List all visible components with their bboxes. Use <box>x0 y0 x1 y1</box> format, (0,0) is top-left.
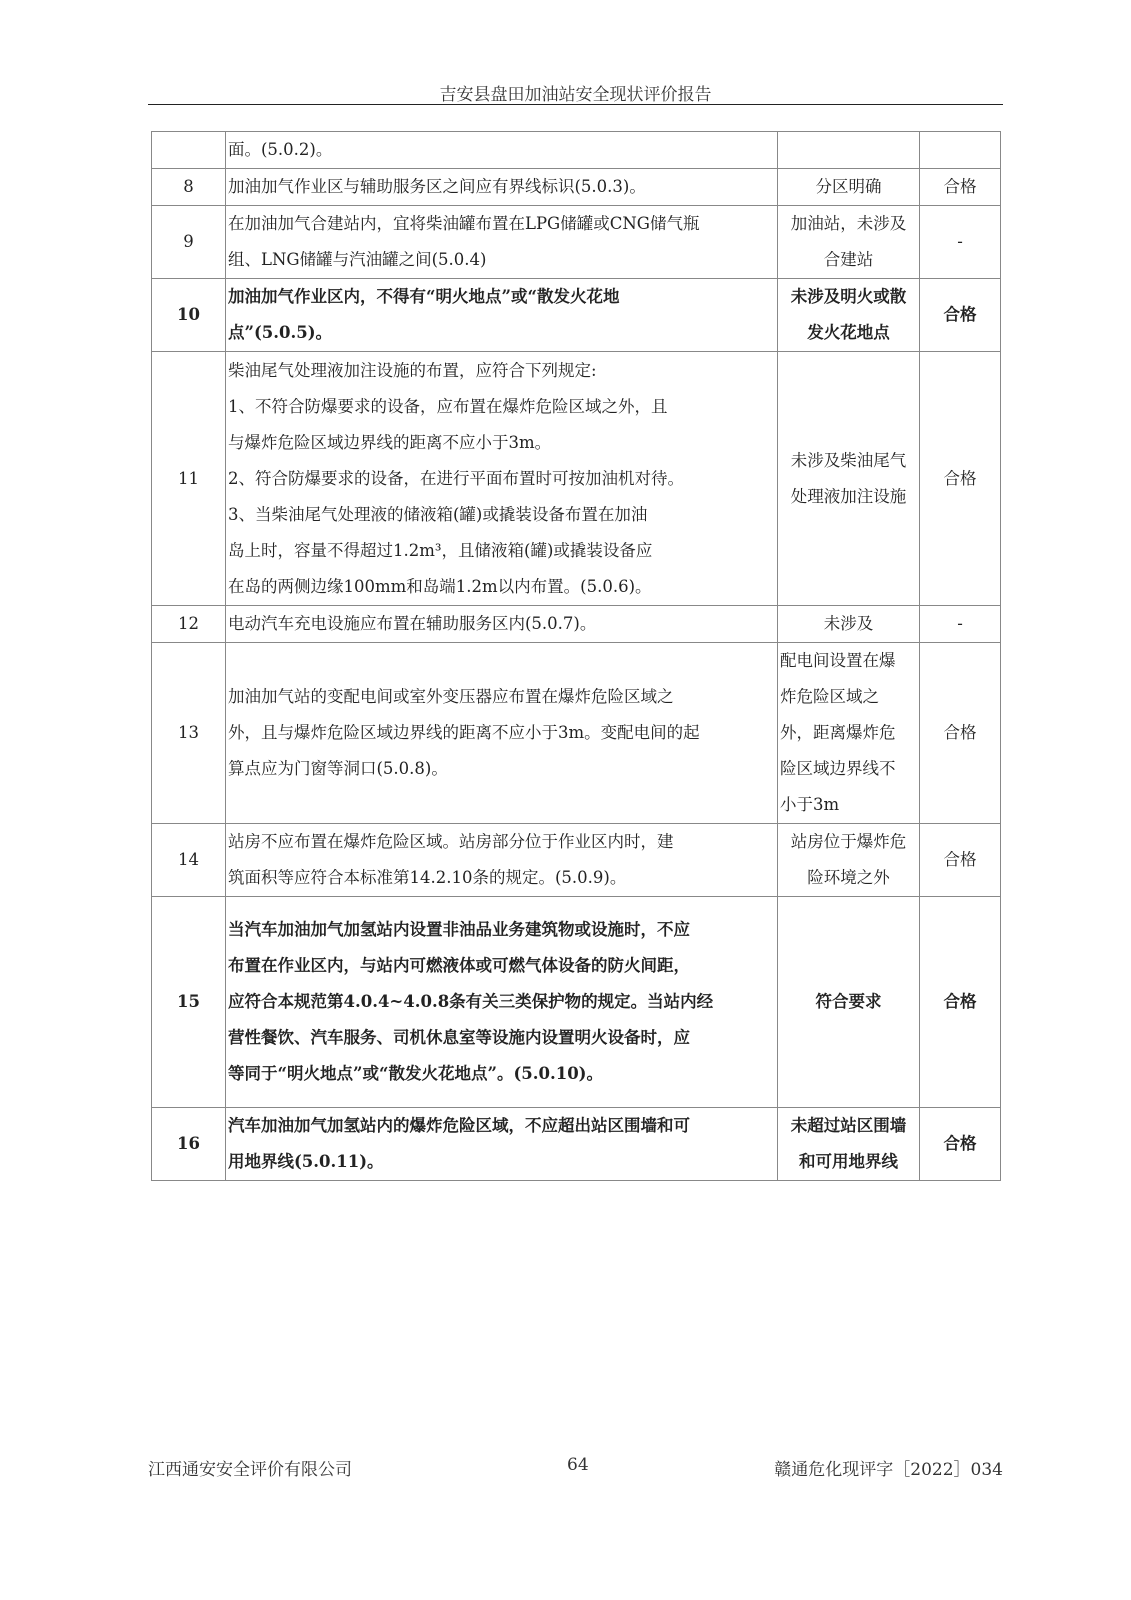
requirement-cell <box>226 643 778 824</box>
requirement-line: 站房不应布置在爆炸危险区域。站房部分位于作业区内时，建 <box>228 832 674 851</box>
item-number-cell: 12 <box>152 606 226 643</box>
requirement-cell <box>226 897 778 1108</box>
status-cell <box>778 824 920 897</box>
item-number-cell: 15 <box>152 897 226 1108</box>
requirement-line: 柴油尾气处理液加注设施的布置，应符合下列规定: <box>228 360 597 380</box>
requirement-line: 算点应为门窗等洞口(5.0.8)。 <box>228 759 448 778</box>
requirement-cell <box>226 206 778 279</box>
status-cell <box>778 897 920 1108</box>
result-cell: 合格 <box>920 824 1001 897</box>
status-line: 发火花地点 <box>807 323 890 342</box>
table-row <box>152 606 1001 643</box>
status-cell <box>778 1108 920 1181</box>
result-cell: 合格 <box>920 279 1001 352</box>
item-number-cell: 8 <box>152 169 226 206</box>
requirement-line: 电动汽车充电设施应布置在辅助服务区内(5.0.7)。 <box>228 614 597 633</box>
table-row <box>152 169 1001 206</box>
status-cell <box>778 206 920 279</box>
item-number-cell: 11 <box>152 352 226 606</box>
item-number-cell: 14 <box>152 824 226 897</box>
status-line: 合建站 <box>823 250 874 269</box>
status-line: 外，距离爆炸危 <box>780 723 896 742</box>
requirement-line: 汽车加油加气加氢站内的爆炸危险区域，不应超出站区围墙和可 <box>228 1116 690 1135</box>
result-cell: 合格 <box>920 169 1001 206</box>
result-cell: 合格 <box>920 352 1001 606</box>
table-row <box>152 643 1001 824</box>
status-line: 分区明确 <box>815 177 882 196</box>
result-cell: 合格 <box>920 643 1001 824</box>
status-cell <box>778 279 920 352</box>
table-row <box>152 132 1001 169</box>
status-line: 未涉及 <box>823 614 874 633</box>
status-cell <box>778 352 920 606</box>
requirement-line: 加油加气作业区内，不得有“明火地点”或“散发火花地 <box>228 287 620 306</box>
table-row <box>152 824 1001 897</box>
requirement-line: 组、LNG储罐与汽油罐之间(5.0.4) <box>228 250 487 269</box>
requirement-cell <box>226 606 778 643</box>
requirement-line: 2、符合防爆要求的设备，在进行平面布置时可按加油机对待。 <box>228 468 684 488</box>
requirement-line: 面。(5.0.2)。 <box>228 140 333 159</box>
requirement-cell <box>226 824 778 897</box>
status-line: 和可用地界线 <box>799 1152 898 1171</box>
table-row <box>152 352 1001 606</box>
footer-document-number: 赣通危化现评字［2022］034 <box>774 1460 1003 1480</box>
item-number-cell: 16 <box>152 1108 226 1181</box>
table-row <box>152 279 1001 352</box>
requirement-line: 用地界线(5.0.11)。 <box>228 1152 384 1171</box>
requirement-cell <box>226 169 778 206</box>
status-line: 未涉及柴油尾气 <box>790 450 907 470</box>
footer-company: 江西通安安全评价有限公司 <box>148 1460 352 1480</box>
requirement-line: 在加油加气合建站内，宜将柴油罐布置在LPG储罐或CNG储气瓶 <box>228 214 700 233</box>
status-line: 险环境之外 <box>807 868 890 887</box>
table-row <box>152 206 1001 279</box>
status-line: 炸危险区域之 <box>780 687 879 706</box>
requirement-line: 应符合本规范第4.0.4~4.0.8条有关三类保护物的规定。当站内经 <box>228 992 714 1011</box>
requirement-line: 筑面积等应符合本标准第14.2.10条的规定。(5.0.9)。 <box>228 868 627 887</box>
result-cell: 合格 <box>920 897 1001 1108</box>
item-number-cell: 9 <box>152 206 226 279</box>
item-number-cell: 10 <box>152 279 226 352</box>
requirement-line: 岛上时，容量不得超过1.2m³，且储液箱(罐)或撬装设备应 <box>228 540 653 560</box>
status-line: 配电间设置在爆 <box>780 651 896 670</box>
requirement-line: 点”(5.0.5)。 <box>228 323 333 342</box>
requirement-line: 在岛的两侧边缘100mm和岛端1.2m以内布置。(5.0.6)。 <box>228 576 652 596</box>
result-cell: 合格 <box>920 1108 1001 1181</box>
requirement-line: 与爆炸危险区域边界线的距离不应小于3m。 <box>228 432 552 452</box>
requirement-cell <box>226 279 778 352</box>
requirement-cell <box>226 132 778 169</box>
item-number-cell: 13 <box>152 643 226 824</box>
status-line: 险区域边界线不 <box>780 759 896 778</box>
requirement-line: 1、不符合防爆要求的设备，应布置在爆炸危险区域之外，且 <box>228 396 668 416</box>
requirement-line: 3、当柴油尾气处理液的储液箱(罐)或撬装设备布置在加油 <box>228 504 648 524</box>
requirement-line: 营性餐饮、汽车服务、司机休息室等设施内设置明火设备时，应 <box>228 1028 690 1047</box>
status-line: 符合要求 <box>815 992 882 1011</box>
inspection-table <box>151 131 1001 1181</box>
requirement-line: 外，且与爆炸危险区域边界线的距离不应小于3m。变配电间的起 <box>228 723 700 742</box>
requirement-line: 当汽车加油加气加氢站内设置非油品业务建筑物或设施时，不应 <box>228 920 690 939</box>
requirement-line: 等同于“明火地点”或“散发火花地点”。(5.0.10)。 <box>228 1064 603 1083</box>
status-cell <box>778 643 920 824</box>
requirement-line: 加油加气站的变配电间或室外变压器应布置在爆炸危险区域之 <box>228 687 674 706</box>
status-line: 处理液加注设施 <box>790 486 907 506</box>
requirement-line: 布置在作业区内，与站内可燃液体或可燃气体设备的防火间距， <box>228 956 690 975</box>
status-line: 站房位于爆炸危 <box>790 832 907 851</box>
header-divider <box>148 104 1003 105</box>
result-cell <box>920 132 1001 169</box>
requirement-line: 加油加气作业区与辅助服务区之间应有界线标识(5.0.3)。 <box>228 177 646 196</box>
requirement-cell <box>226 1108 778 1181</box>
status-cell <box>778 169 920 206</box>
status-line: 未涉及明火或散 <box>790 287 907 306</box>
status-line: 小于3m <box>780 795 840 814</box>
item-number-cell <box>152 132 226 169</box>
table-row <box>152 897 1001 1108</box>
status-cell <box>778 606 920 643</box>
footer-page-number: 64 <box>567 1455 589 1475</box>
requirement-cell <box>226 352 778 606</box>
result-cell: - <box>920 606 1001 643</box>
status-cell <box>778 132 920 169</box>
status-line: 未超过站区围墙 <box>790 1116 907 1135</box>
result-cell: - <box>920 206 1001 279</box>
page-header-title: 吉安县盘田加油站安全现状评价报告 <box>439 85 712 105</box>
status-line: 加油站，未涉及 <box>790 214 907 233</box>
table-row <box>152 1108 1001 1181</box>
